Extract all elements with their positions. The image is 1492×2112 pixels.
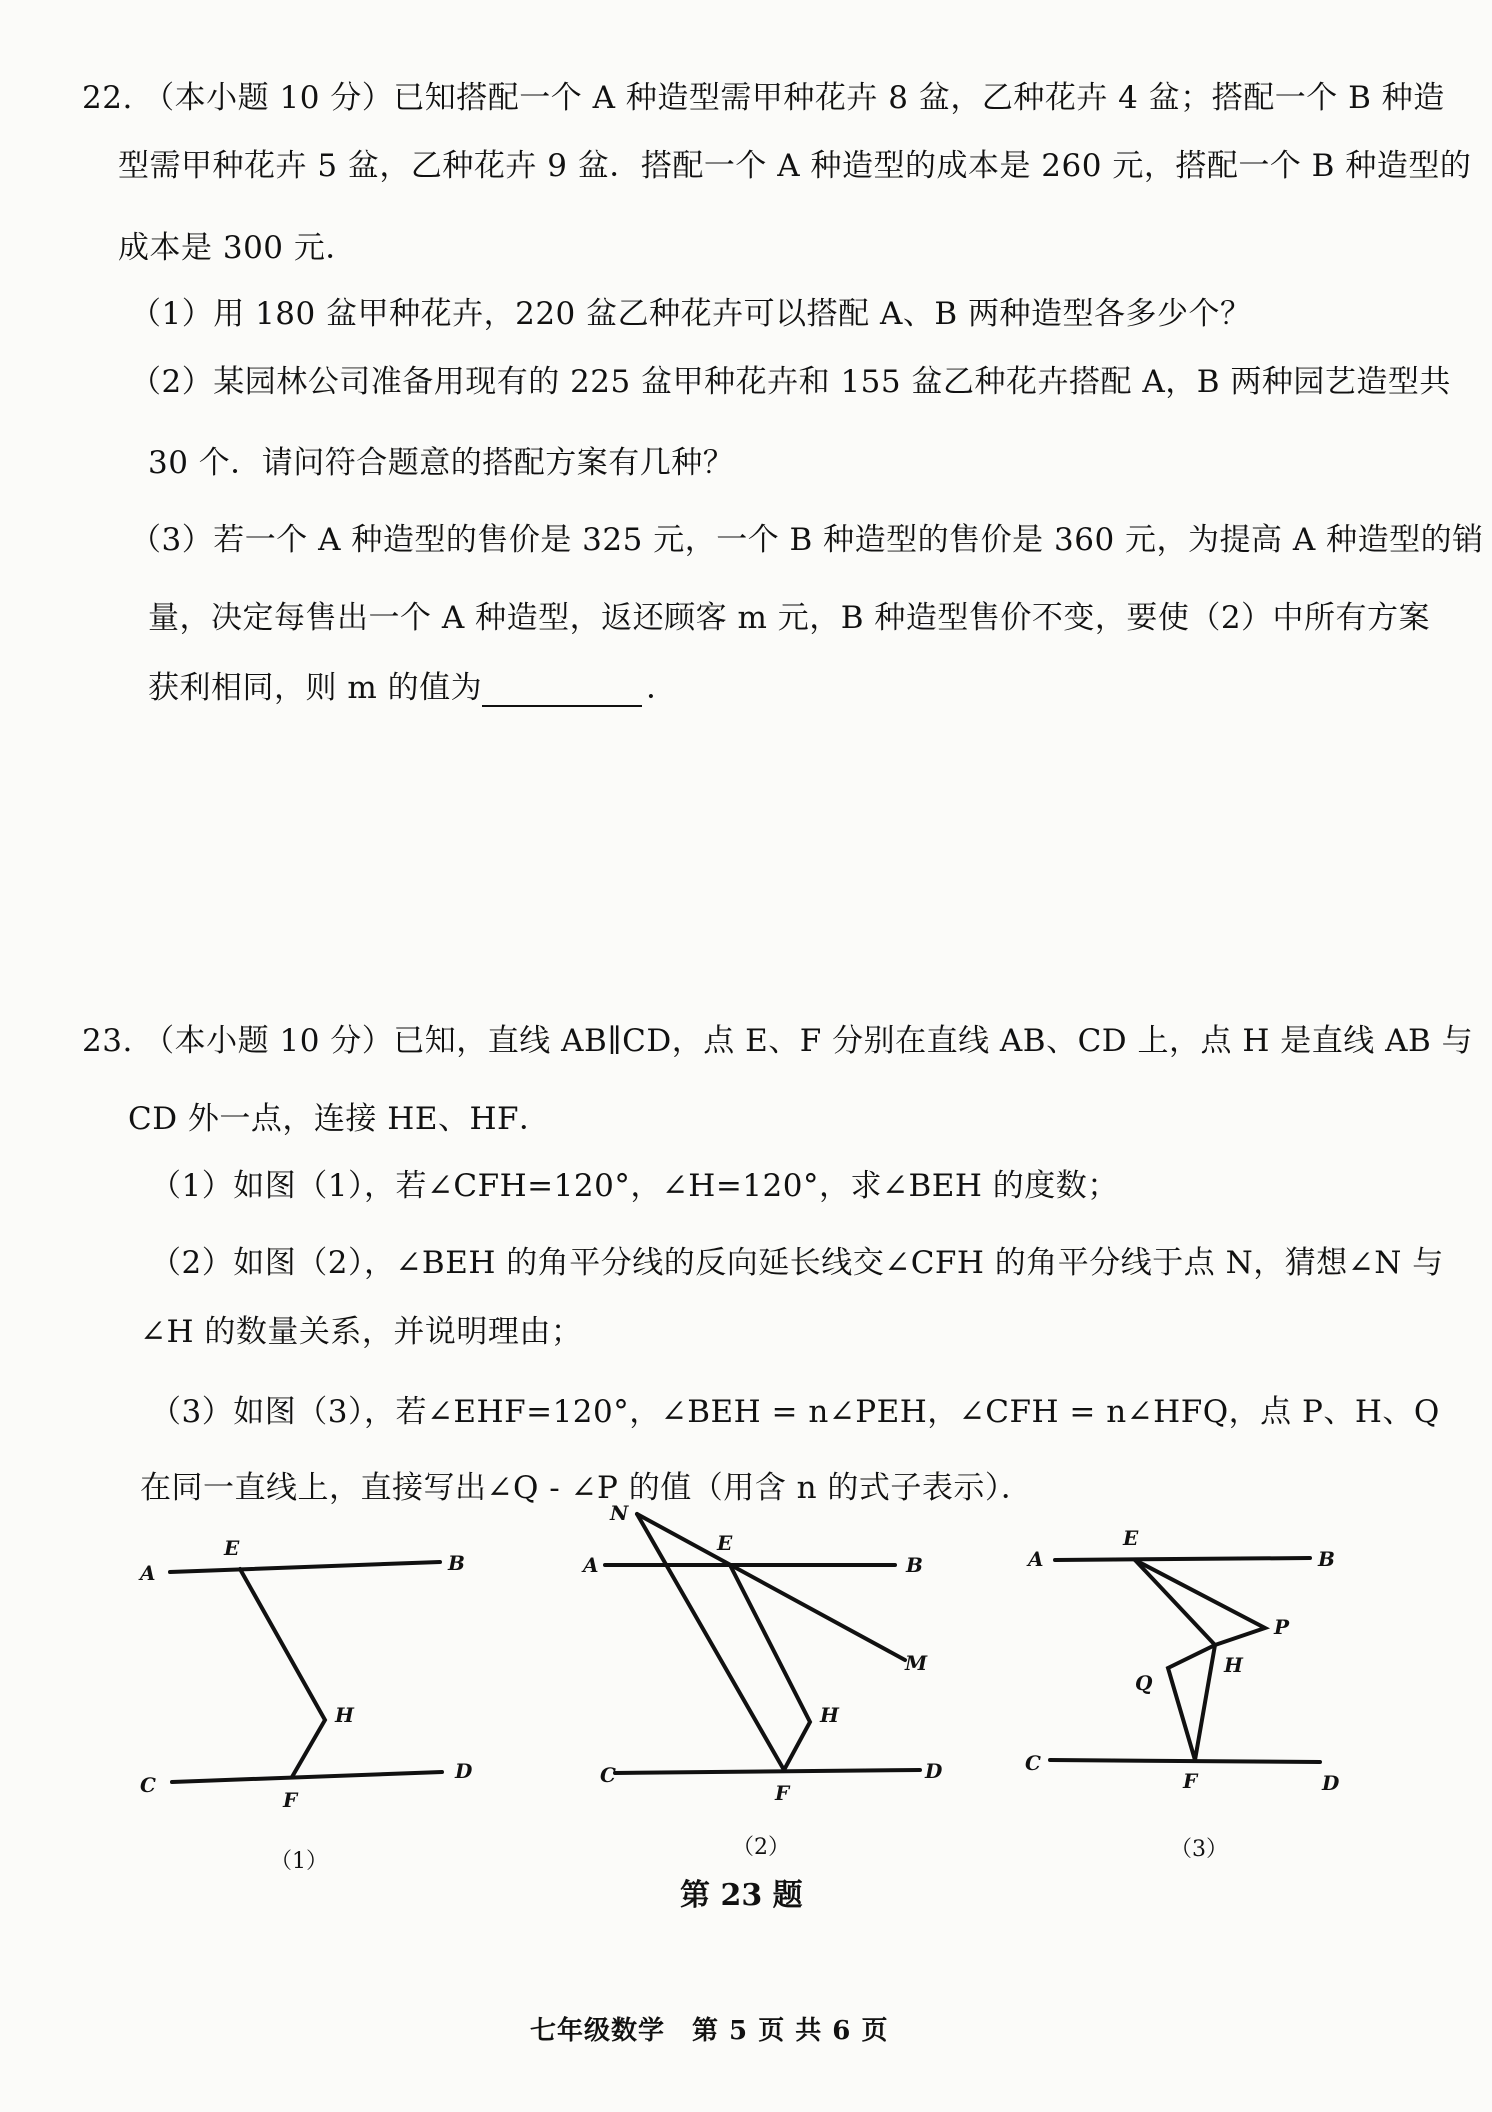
figure-1-caption: （1） [270, 1849, 328, 1874]
label-f: F [283, 1788, 298, 1812]
line-ab [1055, 1558, 1310, 1560]
label-a: A [1028, 1547, 1044, 1571]
label-b: B [448, 1551, 465, 1575]
q22-stem-line-3: 成本是 300 元． [118, 230, 357, 266]
label-e: E [1123, 1526, 1139, 1550]
figure-1 [170, 1562, 442, 1782]
label-c: C [1025, 1751, 1041, 1775]
q22-part-3-suffix: ． [646, 670, 678, 706]
label-f: F [1183, 1769, 1198, 1793]
label-c: C [140, 1773, 156, 1797]
label-c: C [600, 1763, 616, 1787]
label-d: D [925, 1759, 943, 1783]
q23-part-3-line-1: （3）如图（3），若∠EHF=120°，∠BEH = n∠PEH，∠CFH = n∠HFQ，点 P、H、Q [150, 1394, 1440, 1430]
line-cd [1050, 1760, 1320, 1762]
q22-part-3-prefix: 获利相同，则 m 的值为 [148, 670, 483, 706]
figure-2-labels [581, 1501, 943, 1860]
label-h: H [820, 1703, 839, 1727]
q22-part-3-line-2: 量，决定每售出一个 A 种造型，返还顾客 m 元，B 种造型售价不变，要使（2）中所有方案 [148, 600, 1431, 636]
figure-1-labels [138, 1536, 473, 1874]
label-p: P [1274, 1615, 1290, 1639]
q23-part-2-line-2: ∠H 的数量关系，并说明理由； [140, 1314, 583, 1350]
label-h: H [1224, 1653, 1243, 1677]
segment-e-p-h [1135, 1560, 1265, 1645]
label-a: A [583, 1553, 599, 1577]
figure-3 [1050, 1558, 1320, 1762]
q22-part-1: （1）用 180 盆甲种花卉，220 盆乙种花卉可以搭配 A、B 两种造型各多少个？ [130, 296, 1252, 332]
label-h: H [335, 1703, 354, 1727]
figure-3-labels [1025, 1526, 1340, 1862]
label-a: A [140, 1561, 156, 1585]
segment-ehf [730, 1565, 810, 1770]
q22-part-2-line-2: 30 个．请问符合题意的搭配方案有几种？ [148, 445, 735, 481]
label-b: B [906, 1553, 923, 1577]
page-footer: 七年级数学 第 5 页 共 6 页 [530, 2016, 889, 2046]
segment-ehf [240, 1569, 325, 1777]
q23-stem-line-1: 23. （本小题 10 分）已知，直线 AB∥CD，点 E、F 分别在直线 AB、CD 上，点 H 是直线 AB 与 [82, 1023, 1474, 1059]
q22-stem-line-1: 22. （本小题 10 分）已知搭配一个 A 种造型需甲种花卉 8 盆，乙种花卉 4 盆；搭配一个 B 种造 [82, 80, 1445, 116]
label-n: N [610, 1501, 629, 1525]
label-m: M [905, 1651, 928, 1675]
label-b: B [1318, 1547, 1335, 1571]
figure-caption: 第 23 题 [680, 1878, 803, 1913]
label-f: F [775, 1781, 790, 1805]
label-d: D [455, 1759, 473, 1783]
q23-part-3-line-2: 在同一直线上，直接写出∠Q - ∠P 的值（用含 n 的式子表示）． [140, 1470, 1033, 1506]
answer-blank[interactable] [482, 679, 642, 707]
line-ab [170, 1562, 440, 1572]
label-d: D [1322, 1771, 1340, 1795]
label-q: Q [1135, 1671, 1153, 1695]
figure-3-caption: （3） [1170, 1837, 1228, 1862]
label-e: E [224, 1536, 240, 1560]
line-cd [172, 1772, 442, 1782]
q23-part-2-line-1: （2）如图（2），∠BEH 的角平分线的反向延长线交∠CFH 的角平分线于点 N，猜想∠N 与 [150, 1245, 1444, 1281]
q23-figures [0, 1490, 1492, 1930]
segment-e-h-f [1135, 1560, 1215, 1760]
q22-part-3-line-1: （3）若一个 A 种造型的售价是 325 元，一个 B 种造型的售价是 360 元，为提高 A 种造型的销 [130, 522, 1484, 558]
line-cd [615, 1770, 920, 1773]
q22-part-2-line-1: （2）某园林公司准备用现有的 225 盆甲种花卉和 155 盆乙种花卉搭配 A，B 两种园艺造型共 [130, 364, 1451, 400]
figure-2-caption: （2） [732, 1835, 790, 1860]
q22-part-3-line-3 [148, 662, 678, 707]
q22-stem-line-2: 型需甲种花卉 5 盆，乙种花卉 9 盆．搭配一个 A 种造型的成本是 260 元，搭配一个 B 种造型的 [118, 148, 1472, 184]
figure-2 [605, 1514, 920, 1773]
label-e: E [717, 1531, 733, 1555]
q23-part-1: （1）如图（1），若∠CFH=120°，∠H=120°，求∠BEH 的度数； [150, 1168, 1119, 1204]
q23-stem-line-2: CD 外一点，连接 HE、HF． [128, 1101, 551, 1137]
segment-h-q-f [1168, 1645, 1215, 1760]
